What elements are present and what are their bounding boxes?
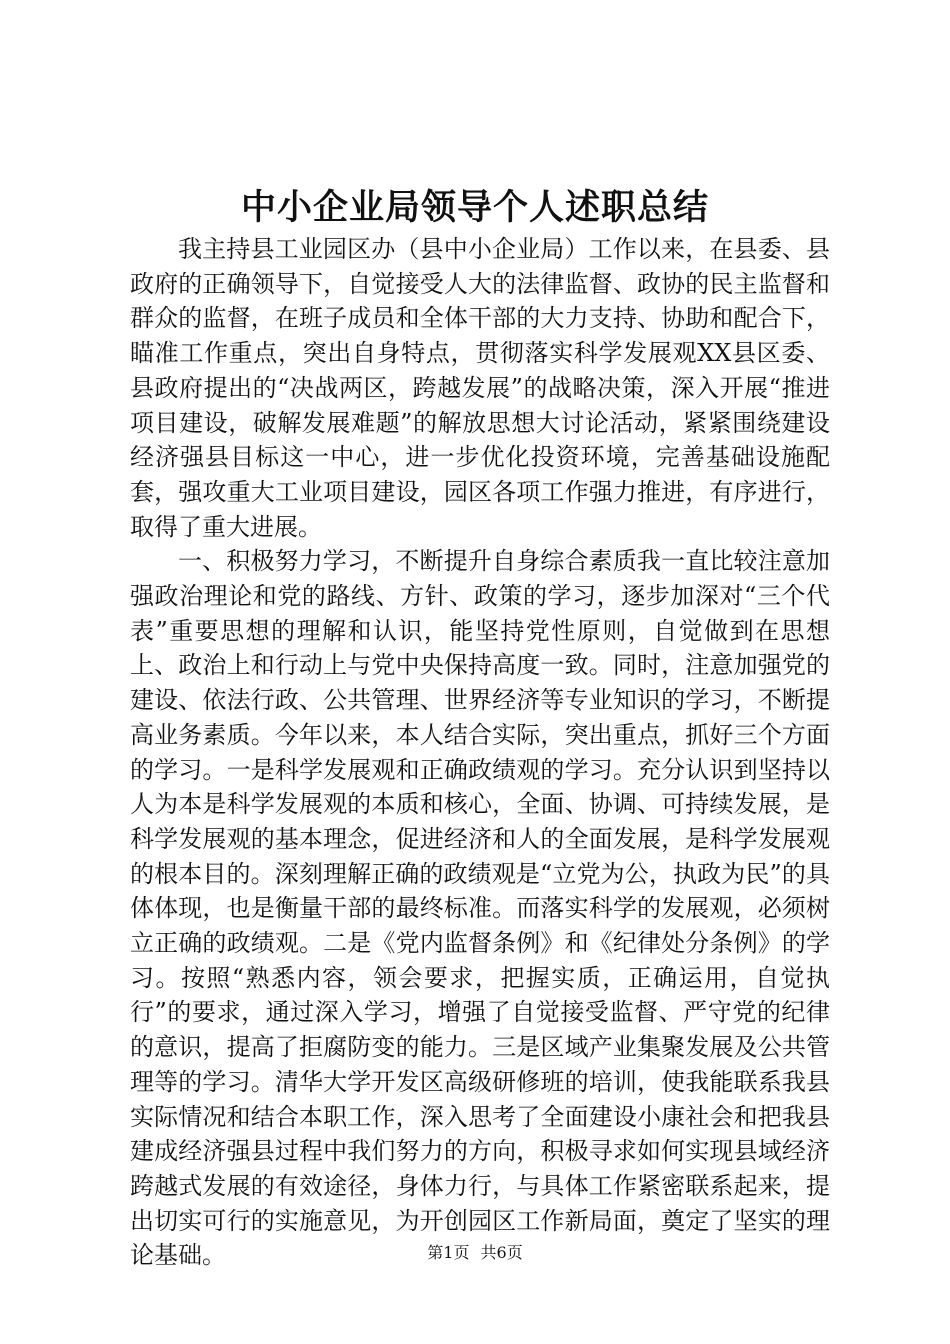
document-title: 中小企业局领导个人述职总结 (240, 188, 709, 228)
page-number: 第1页 (427, 1243, 470, 1262)
section-one-paragraph: 一、积极努力学习，不断提升自身综合素质我一直比较注意加强政治理论和党的路线、方针、政策的学习，逐步加深对“三个代表”重要思想的理解和认识，能坚持党性原则，自觉做到在思想上、政治上和行动上与党中央保持高度一致。同时，注意加强党的建设、依法行政、公共管理、世界经济等专业知识的学习，不断提高业务素质。今年以来，本人结合实际，突出重点，抓好三个方面的学习。一是科学发展观和正确政绩观的学习。充分认识到坚持以人为本是科学发展观的本质和核心，全面、协调、可持续发展，是科学发展观的基本理念，促进经济和人的全面发展，是科学发展观的根本目的。深刻理解正确的政绩观是“立党为公，执政为民”的具体体现，也是衡量干部的最终标准。而落实科学的发展观，必须树立正确的政绩观。二是《党内监督条例》和《纪律处分条例》的学习。按照“熟悉内容，领会要求，把握实质，正确运用，自觉执行”的要求，通过深入学习，增强了自觉接受监督、严守党的纪律的意识，提高了拒腐防变的能力。三是区域产业集聚发展及公共管理等的学习。清华大学开发区高级研修班的培训，使我能联系我县实际情况和结合本职工作，深入思考了全面建设小康社会和把我县建成经济强县过程中我们努力的方向，积极寻求如何实现县域经济跨越式发展的有效途径，身体力行，与具体工作紧密联系起来，提出切实可行的实施意见，为开创园区工作新局面，奠定了坚实的理论基础。 (130, 547, 830, 1270)
document-body (130, 232, 830, 1273)
intro-paragraph: 我主持县工业园区办（县中小企业局）工作以来，在县委、县政府的正确领导下，自觉接受人大的法律监督、政协的民主监督和群众的监督，在班子成员和全体干部的大力支持、协助和配合下，瞄准工作重点，突出自身特点，贯彻落实科学发展观XX县区委、县政府提出的“决战两区，跨越发展”的战略决策，深入开展“推进项目建设，破解发展难题”的解放思想大讨论活动，紧紧围绕建设经济强县目标这一中心，进一步优化投资环境，完善基础设施配套，强攻重大工业项目建设，园区各项工作强力推进，有序进行，取得了重大进展。 (130, 235, 830, 541)
page-total: 共6页 (480, 1243, 523, 1262)
page-footer (0, 1241, 950, 1265)
